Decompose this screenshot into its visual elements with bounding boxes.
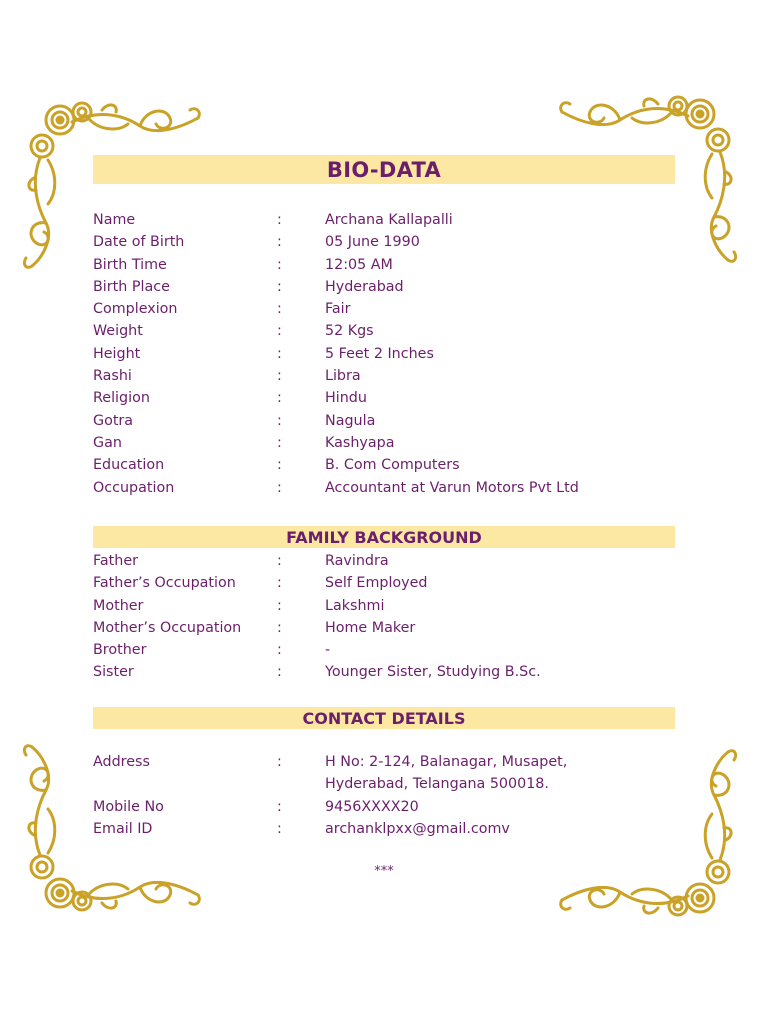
end-mark: *** — [374, 864, 394, 879]
separator: : — [277, 553, 282, 569]
detail-value: 05 June 1990 — [325, 234, 420, 251]
detail-label: Sister — [93, 664, 134, 681]
detail-row-complexion — [93, 298, 693, 320]
detail-label: Gan — [93, 434, 122, 451]
detail-value: B. Com Computers — [325, 457, 460, 474]
detail-value: Younger Sister, Studying B.Sc. — [325, 664, 541, 681]
detail-label: Name — [93, 212, 136, 228]
detail-row-email — [93, 818, 693, 840]
detail-value: Lakshmi — [325, 597, 385, 614]
detail-row-brother — [93, 639, 693, 661]
detail-label: Mother’s Occupation — [93, 619, 242, 636]
detail-value: - — [325, 642, 331, 659]
detail-label: Education — [93, 457, 165, 474]
detail-row-height — [93, 343, 693, 365]
separator: : — [277, 412, 282, 429]
detail-label: Mother — [93, 597, 144, 614]
page-title: BIO-DATA — [93, 155, 675, 184]
address-line-1: H No: 2-124, Balanagar, Musapet, — [325, 754, 568, 770]
separator: : — [277, 323, 282, 340]
detail-row-education — [93, 454, 693, 476]
detail-row-occupation — [93, 477, 693, 499]
detail-value: Fair — [325, 301, 351, 318]
detail-label: Weight — [93, 323, 143, 340]
detail-row-mother — [93, 595, 693, 617]
separator: : — [277, 256, 282, 273]
detail-label: Email ID — [93, 820, 153, 837]
section-heading-family-background: FAMILY BACKGROUND — [93, 526, 675, 548]
detail-value: 52 Kgs — [325, 323, 374, 340]
detail-label: Birth Time — [93, 256, 167, 273]
detail-value: Archana Kallapalli — [325, 212, 453, 228]
detail-row-father — [93, 550, 693, 572]
detail-label: Occupation — [93, 479, 175, 496]
address-line-2: Hyderabad, Telangana 500018. — [325, 776, 549, 793]
detail-row-gotra — [93, 410, 693, 432]
detail-label: Rashi — [93, 368, 132, 385]
separator: : — [277, 479, 282, 496]
separator: : — [277, 798, 282, 815]
detail-value: Libra — [325, 368, 361, 385]
detail-row-weight — [93, 320, 693, 342]
section-heading-contact-details: CONTACT DETAILS — [93, 707, 675, 729]
detail-label: Religion — [93, 390, 150, 407]
detail-label: Gotra — [93, 412, 134, 429]
separator: : — [277, 619, 282, 636]
separator: : — [277, 278, 282, 295]
bio-details-list — [93, 209, 693, 499]
detail-label: Father — [93, 553, 139, 569]
detail-row-fathers-occupation — [93, 572, 693, 594]
detail-row-sister — [93, 661, 693, 683]
detail-value: 9456XXXX20 — [325, 798, 419, 815]
detail-row-religion — [93, 387, 693, 409]
detail-row-date-of-birth — [93, 231, 693, 253]
separator: : — [277, 642, 282, 659]
detail-value: Home Maker — [325, 619, 416, 636]
detail-row-birth-place — [93, 276, 693, 298]
detail-row-rashi — [93, 365, 693, 387]
detail-value: 12:05 AM — [325, 256, 393, 273]
separator: : — [277, 664, 282, 681]
separator: : — [277, 575, 282, 592]
detail-label: Father’s Occupation — [93, 575, 236, 592]
detail-value: 5 Feet 2 Inches — [325, 345, 434, 362]
detail-row-mobile — [93, 796, 693, 818]
detail-row-mothers-occupation — [93, 617, 693, 639]
detail-value: Nagula — [325, 412, 376, 429]
family-details-list — [93, 550, 693, 684]
contact-details-list — [93, 751, 693, 840]
detail-row-name — [93, 209, 693, 231]
detail-label: Height — [93, 345, 141, 362]
detail-value: archanklpxx@gmail.comv — [325, 820, 510, 837]
detail-value: Kashyapa — [325, 434, 395, 451]
detail-label: Complexion — [93, 301, 178, 318]
detail-row-birth-time — [93, 254, 693, 276]
separator: : — [277, 301, 282, 318]
separator: : — [277, 597, 282, 614]
detail-value: Accountant at Varun Motors Pvt Ltd — [325, 479, 579, 496]
detail-label: Mobile No — [93, 798, 164, 815]
detail-label: Date of Birth — [93, 234, 185, 251]
detail-row-address — [93, 751, 693, 796]
detail-label: Brother — [93, 642, 147, 659]
separator: : — [277, 434, 282, 451]
separator: : — [277, 345, 282, 362]
detail-row-gan — [93, 432, 693, 454]
detail-label: Birth Place — [93, 278, 170, 295]
separator: : — [277, 212, 282, 228]
detail-value: Hyderabad — [325, 278, 404, 295]
detail-value — [325, 751, 567, 796]
separator: : — [277, 234, 282, 251]
separator: : — [277, 820, 282, 837]
separator: : — [277, 390, 282, 407]
detail-value: Hindu — [325, 390, 367, 407]
detail-value: Self Employed — [325, 575, 428, 592]
detail-value: Ravindra — [325, 553, 389, 569]
separator: : — [277, 457, 282, 474]
separator: : — [277, 368, 282, 385]
separator: : — [277, 754, 282, 770]
detail-label: Address — [93, 754, 150, 770]
